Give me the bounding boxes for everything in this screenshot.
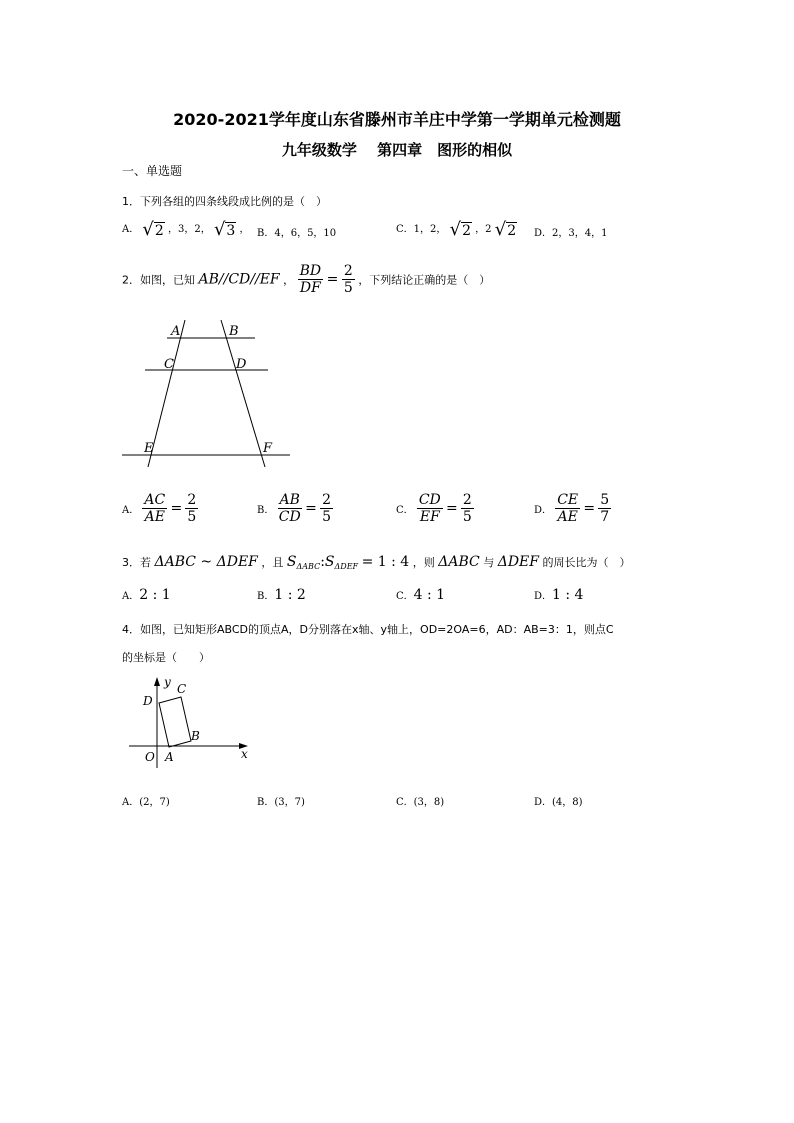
q4-option-a: A．(2，7) [122,797,170,808]
q4-option-c: C．(3，8) [396,797,445,808]
question-4-stem-line1: 4．如图，已知矩形ABCD的顶点A，D分别落在x轴、y轴上，OD=2OA=6，AD：AB=3：1，则点C [122,623,614,636]
sqrt-2: √2 [142,219,164,240]
page-subtitle: 九年级数学 第四章 图形的相似 [281,141,513,159]
q2-option-d: D． $\frac{CE}{AE}$ = $\frac{5}{7}$ [534,492,610,525]
parallel-lines-figure [115,315,300,470]
fraction-2-5: $\frac{2}{5}$ [343,263,353,296]
q3-option-b: B．1 : 2 [257,587,306,603]
rectangle-coordinate-figure [126,672,256,772]
label-a: A [171,324,181,339]
label-c: C [164,357,174,372]
q3-option-a: A．2 : 1 [122,587,171,603]
y-axis-arrow [154,677,160,686]
label-a: A [165,750,174,764]
question-1-stem: 1．下列各组的四条线段成比例的是（ ） [122,195,327,208]
question-4-stem-line2: 的坐标是（ ） [122,651,210,664]
q2-option-c: C． $\frac{CD}{EF}$ = $\frac{2}{5}$ [396,492,472,525]
label-e: E [144,441,154,456]
q3-option-d: D．1 : 4 [534,587,584,603]
fraction-bd-df: $\frac{BD}{DF}$ [299,263,322,296]
transversal-right [221,320,265,467]
label-f: F [263,441,273,456]
label-x: x [241,747,248,761]
q4-option-d: D．(4，8) [534,797,583,808]
question-3-stem: 3．若 ΔABC ~ ΔDEF ，且 $S_{\Delta ABC}:S_{\Delta DEF} = 1$ : 4 ，则 ΔABC 与 ΔDEF 的周长比为（ ） [122,554,631,571]
q1-option-b: B．4，6，5，10 [257,228,337,239]
section-heading: 一、单选题 [122,164,183,178]
q3-option-c: C．4 : 1 [396,587,446,603]
transversal-left [148,320,185,467]
label-d: D [143,694,153,708]
page-title: 2020-2021学年度山东省滕州市羊庄中学第一学期单元检测题 [173,110,621,129]
label-y: y [164,675,171,689]
q1-option-a: A． √2 ，3，2， √3 ， [122,219,250,240]
sqrt-2: √2 [494,219,517,240]
q1-option-c: C．1，2， √2 ，2 √2 [396,219,517,240]
label-b: B [191,729,200,743]
label-d: D [236,357,247,372]
sqrt-3: √3 [213,219,236,240]
q1-option-d: D．2，3，4，1 [534,228,608,239]
q4-option-b: B．(3，7) [257,797,305,808]
label-b: B [229,324,239,339]
sqrt-2: √2 [449,219,471,240]
rectangle-abcd [159,697,191,747]
q2-options [0,492,794,532]
q2-option-a: A． $\frac{AC}{AE}$ = $\frac{2}{5}$ [122,492,197,525]
label-c: C [177,682,187,696]
q2-option-b: B． $\frac{AB}{CD}$ = $\frac{2}{5}$ [257,492,331,525]
question-2-stem: 2．如图，已知 AB//CD//EF ， $\frac{BD}{DF}$ = $\frac{2}{5}$ ，下列结论正确的是（ ） [122,263,491,296]
label-o: O [145,750,155,764]
